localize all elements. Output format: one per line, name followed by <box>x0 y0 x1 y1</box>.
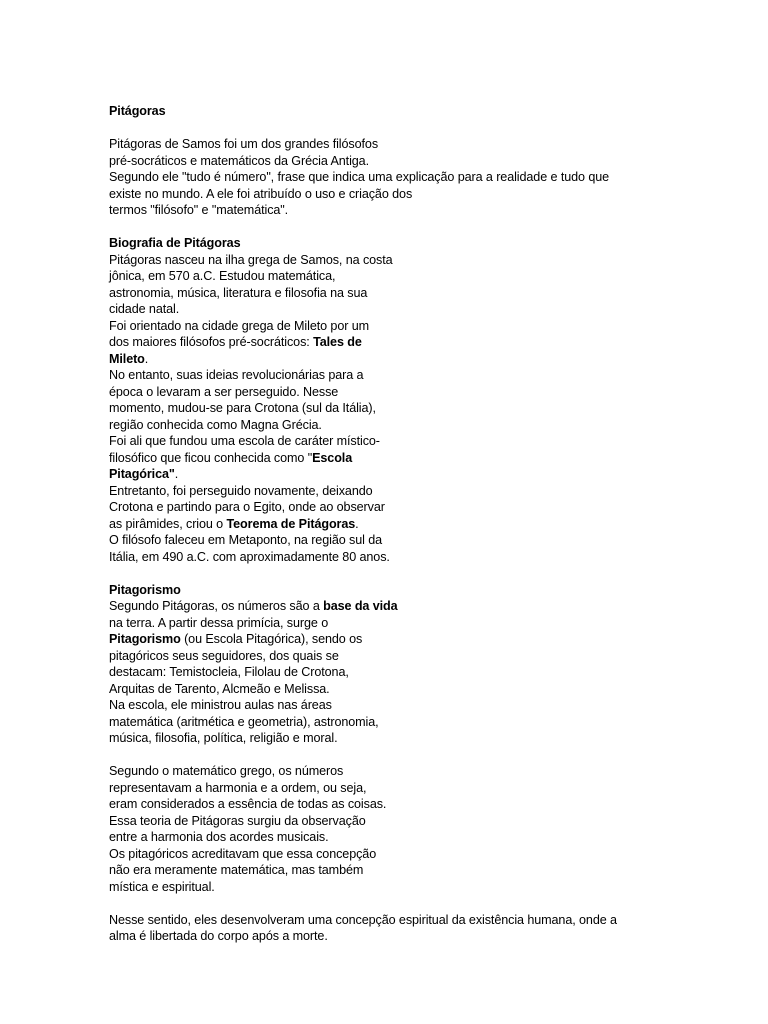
biografia-line: jônica, em 570 a.C. Estudou matemática, <box>109 269 336 283</box>
intro-line: pré-socráticos e matemáticos da Grécia Antiga. <box>109 153 369 168</box>
matematico-line: eram considerados a essência de todas as coisas. <box>109 797 387 811</box>
matematico-line: mística e espiritual. <box>109 879 215 894</box>
biografia-heading: Biografia de Pitágoras <box>109 236 241 250</box>
pitagorismo-line: pitagóricos seus seguidores, dos quais se <box>109 648 339 663</box>
bold-term: Tales de <box>313 335 362 349</box>
biografia-line: Foi ali que fundou uma escola de caráter místico- <box>109 434 380 448</box>
biografia-line: as pirâmides, criou o Teorema de Pitágoras. <box>109 516 359 531</box>
biografia-line: Pitagórica". <box>109 467 179 481</box>
pitagorismo-line: Segundo Pitágoras, os números são a base da vida <box>109 599 398 613</box>
biografia-line: Itália, em 490 a.C. com aproximadamente 80 anos. <box>109 549 390 564</box>
biografia-line: No entanto, suas ideias revolucionárias para a <box>109 368 364 382</box>
conclusao-line: Nesse sentido, eles desenvolveram uma concepção espiritual da existência humana, onde a <box>109 912 617 927</box>
intro-line: termos "filósofo" e "matemática". <box>109 203 289 217</box>
biografia-line: Entretanto, foi perseguido novamente, deixando <box>109 483 373 498</box>
bold-term: Pitagorismo <box>109 632 181 646</box>
matematico-line: Os pitagóricos acreditavam que essa concepção <box>109 846 377 861</box>
intro-line: existe no mundo. A ele foi atribuído o uso e criação dos <box>109 186 413 201</box>
matematico-line: Segundo o matemático grego, os números <box>109 764 344 778</box>
spacer <box>109 219 669 236</box>
spacer <box>109 747 669 764</box>
pitagorismo-line: matemática (aritmética e geometria), astronomia, <box>109 714 379 729</box>
matematico-line: não era meramente matemática, mas também <box>109 863 364 877</box>
matematico-line: Essa teoria de Pitágoras surgiu da observação <box>109 813 366 828</box>
pitagorismo-line: Pitagorismo (ou Escola Pitagórica), sendo os <box>109 632 363 646</box>
biografia-line: dos maiores filósofos pré-socráticos: Tales de <box>109 335 362 349</box>
spacer <box>109 120 669 137</box>
bold-term: Pitagórica" <box>109 467 175 481</box>
pitagorismo-line: destacam: Temistocleia, Filolau de Crotona, <box>109 665 349 679</box>
biografia-line: astronomia, música, literatura e filosofia na sua <box>109 285 368 300</box>
spacer <box>109 565 669 582</box>
spacer <box>109 895 669 912</box>
biografia-line: Mileto. <box>109 351 149 366</box>
bold-term: Escola <box>312 450 353 465</box>
biografia-line: época o levaram a ser perseguido. Nesse <box>109 384 339 399</box>
biografia-line: Foi orientado na cidade grega de Mileto por um <box>109 318 370 333</box>
biografia-line: filosófico que ficou conhecida como "Escola <box>109 450 353 465</box>
biografia-line: Pitágoras nasceu na ilha grega de Samos, na costa <box>109 252 393 267</box>
document-page <box>109 103 669 945</box>
pitagorismo-line: música, filosofia, política, religião e moral. <box>109 731 338 745</box>
matematico-line: representavam a harmonia e a ordem, ou seja, <box>109 780 367 795</box>
biografia-line: região conhecida como Magna Grécia. <box>109 417 322 432</box>
biografia-line: O filósofo faleceu em Metaponto, na região sul da <box>109 533 383 547</box>
bold-term: Mileto <box>109 351 145 366</box>
conclusao-line: alma é libertada do corpo após a morte. <box>109 929 328 943</box>
intro-line: Segundo ele "tudo é número", frase que indica uma explicação para a realidade e tudo que <box>109 170 610 184</box>
biografia-line: momento, mudou-se para Crotona (sul da Itália), <box>109 401 376 415</box>
pitagorismo-heading: Pitagorismo <box>109 582 181 597</box>
intro-line: Pitágoras de Samos foi um dos grandes filósofos <box>109 137 379 151</box>
matematico-line: entre a harmonia dos acordes musicais. <box>109 830 329 844</box>
document-title: Pitágoras <box>109 104 166 118</box>
biografia-line: Crotona e partindo para o Egito, onde ao observar <box>109 500 385 514</box>
bold-term: base da vida <box>323 599 398 613</box>
pitagorismo-line: na terra. A partir dessa primícia, surge o <box>109 615 329 630</box>
pitagorismo-line: Na escola, ele ministrou aulas nas áreas <box>109 698 332 712</box>
biografia-line: cidade natal. <box>109 302 180 316</box>
pitagorismo-line: Arquitas de Tarento, Alcmeão e Melissa. <box>109 681 330 696</box>
bold-term: Teorema de Pitágoras <box>226 516 356 531</box>
